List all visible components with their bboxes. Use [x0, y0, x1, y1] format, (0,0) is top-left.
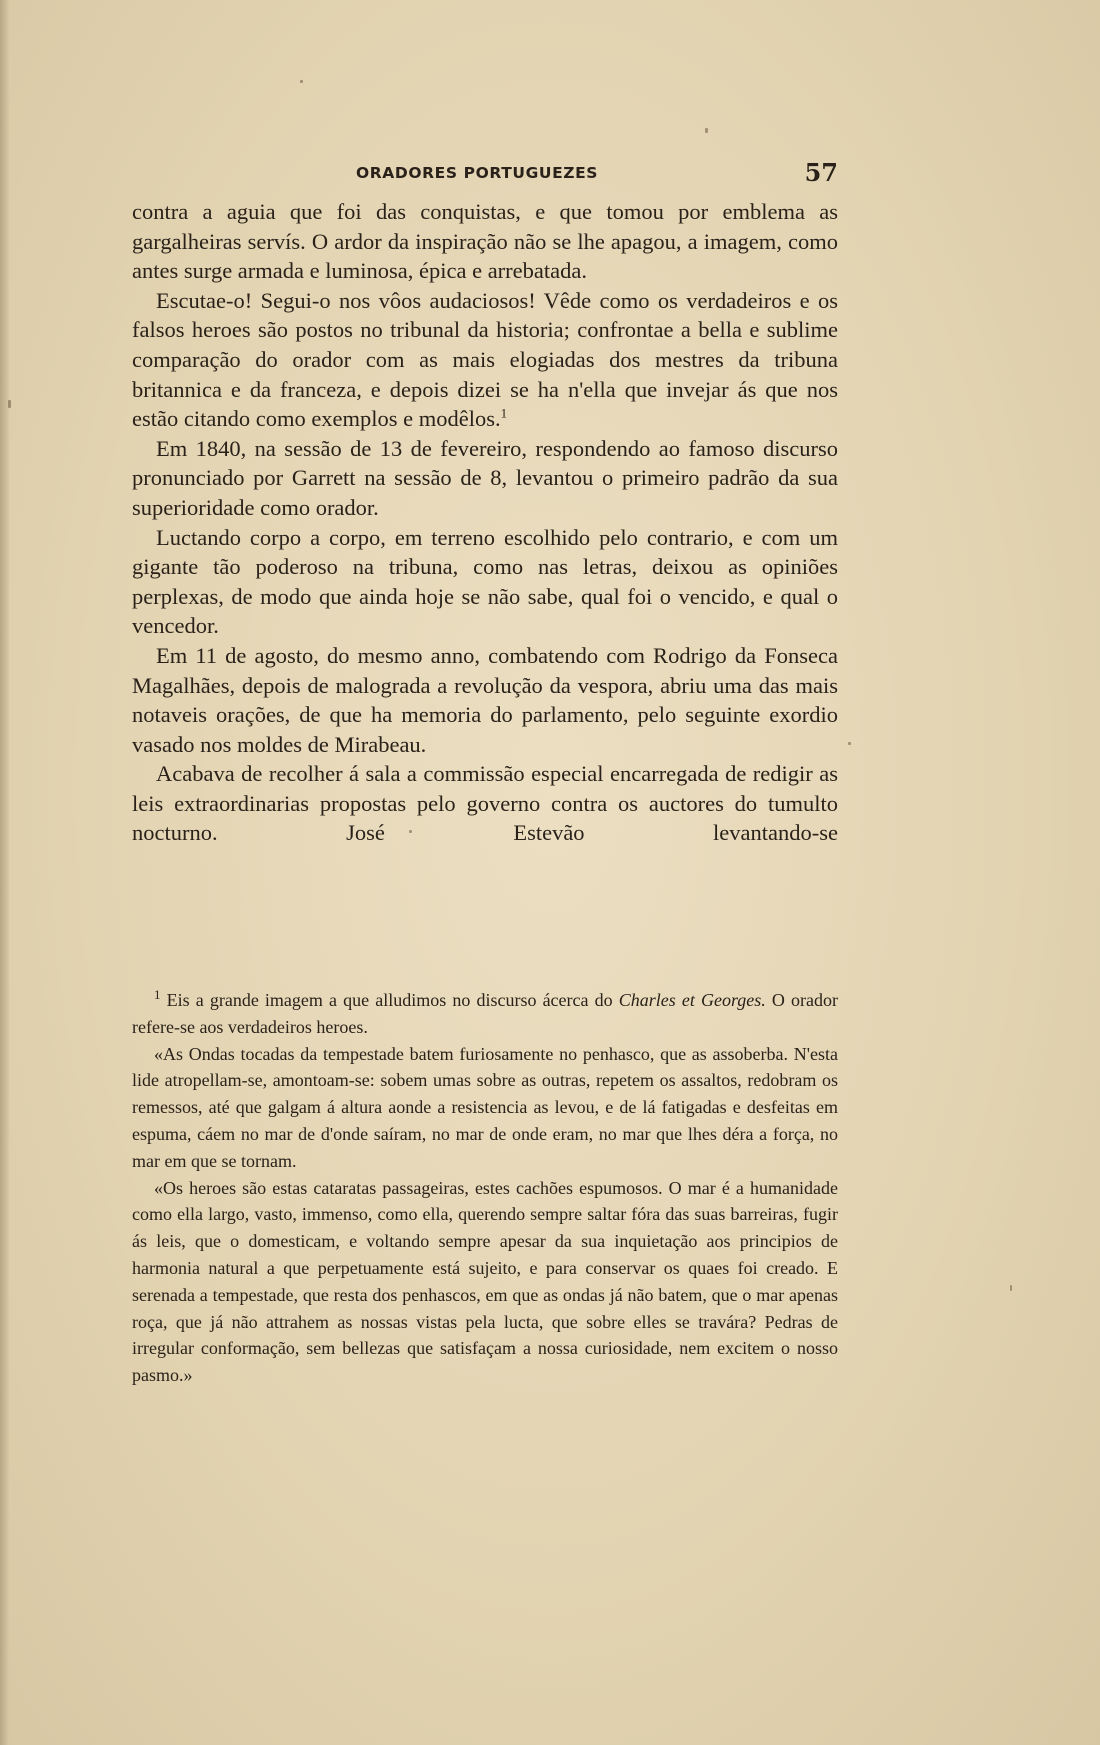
page-number: 57	[804, 158, 838, 187]
footnote-quote-2: «Os heroes são estas cataratas passageiras, estes cachões espumosos. O mar é a humanidade como ella largo, vasto, immenso, como ella, querendo sempre saltar fóra das suas barreiras, fugir ás leis, que o domesticam, e voltando sempre apesar da sua inquietação aos principios de harmonia natural a que perpetuamente está sujeito, e para conservar os quaes foi creado. E serenada a tempestade, que resta dos penhascos, em que as ondas já não batem, que o mar apenas roça, que já não attrahem as nossas vistas pela lucta, que sobre elles se travára? Pedras de irregular conformação, sem bellezas que satisfaçam a nossa curiosidade, nem excitem o nosso pasmo.»	[132, 1177, 838, 1386]
main-text	[132, 197, 838, 848]
footnotes	[132, 987, 838, 1389]
paragraph-2	[132, 286, 838, 434]
footnote-1-title: Charles et Georges.	[618, 990, 766, 1010]
footnote-reference: 1	[500, 405, 508, 421]
paragraph-6: Acabava de recolher á sala a commissão especial encarregada de redigir as leis extraordinarias propostas pelo governo contra os auctores do tumulto nocturno. José Estevão levantando-se	[132, 761, 838, 846]
paper-speck	[848, 742, 851, 745]
footnote-1-text-b: O orador refere-se aos verdadeiros heroes.	[132, 990, 839, 1037]
paper-speck	[8, 400, 11, 408]
paragraph-3: Em 1840, na sessão de 13 de fevereiro, respondendo ao famoso discurso pronunciado por Garrett na sessão de 8, levantou o primeiro padrão da sua superioridade como orador.	[132, 435, 838, 520]
footnote-1-text-a: Eis a grande imagem a que alludimos no discurso ácerca do	[166, 990, 613, 1010]
footnote-1	[132, 987, 838, 1041]
paragraph-4: Luctando corpo a corpo, em terreno escolhido pelo contrario, e com um gigante tão poderoso na tribuna, como nas letras, deixou as opiniões perplexas, de modo que ainda hoje se não sabe, qual foi o vencido, e qual o vencedor.	[132, 524, 838, 639]
paragraph-5: Em 11 de agosto, do mesmo anno, combatendo com Rodrigo da Fonseca Magalhães, depois de malograda a revolução da vespora, abriu uma das mais notaveis orações, de que ha memoria do parlamento, pelo seguinte exordio vasado nos moldes de Mirabeau.	[132, 642, 838, 757]
page-header	[132, 158, 838, 192]
paragraph-2-text: Escutae-o! Segui-o nos vôos audaciosos! Vêde como os verdadeiros e os falsos heroes são postos no tribunal da historia; confrontae a bella e sublime comparação do orador com as mais elogiadas dos mestres da tribuna britannica e da franceza, e depois dizei se ha n'ella que invejar ás que nos estão citando como exemplos e modêlos.	[132, 287, 838, 432]
footnote-quote-1: «As Ondas tocadas da tempestade batem furiosamente no penhasco, que as assoberba. N'esta lide atropellam-se, amontoam-se: sobem umas sobre as outras, repetem os assaltos, redobram os remessos, até que galgam á altura aonde a resistencia as levou, e de lá fatigadas e desfeitas em espuma, cáem no mar de d'onde saíram, no mar de onde eram, no mar que lhes déra a força, no mar em que se tornam.	[132, 1043, 838, 1171]
paper-speck	[705, 128, 708, 133]
paragraph-1: contra a aguia que foi das conquistas, e que tomou por emblema as gargalheiras servís. O ardor da inspiração não se lhe apagou, a imagem, como antes surge armada e luminosa, épica e arrebatada.	[132, 199, 838, 284]
running-head: ORADORES PORTUGUEZES	[356, 164, 599, 182]
paper-speck	[1010, 1285, 1012, 1291]
paper-speck	[300, 80, 303, 83]
page-binding-edge	[0, 0, 9, 1745]
footnote-1-mark: 1	[154, 987, 161, 1002]
